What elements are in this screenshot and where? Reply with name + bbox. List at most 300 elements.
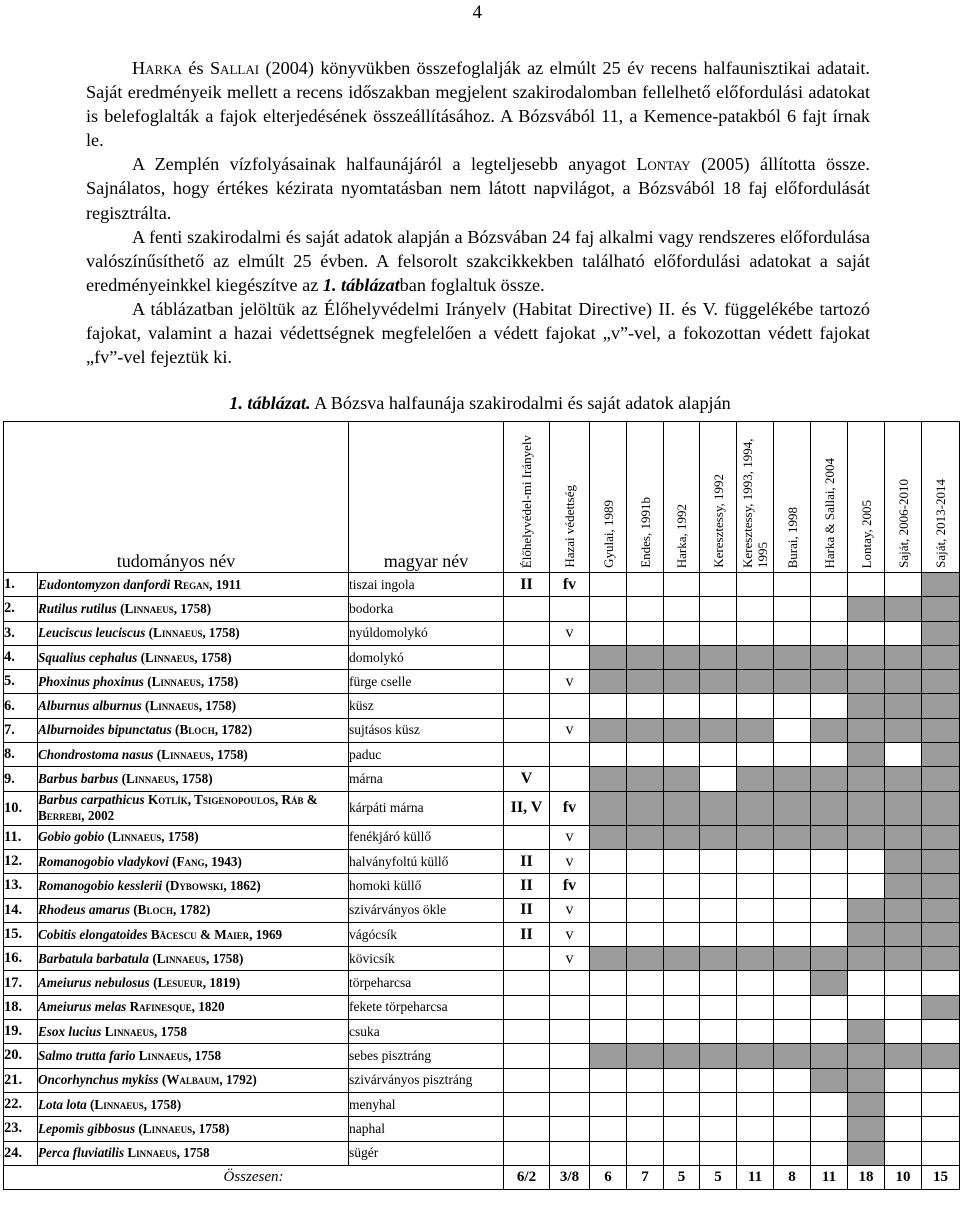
- occurrence-marked-cell: [848, 1044, 885, 1068]
- protection-value: [550, 645, 590, 669]
- occurrence-marked-cell: [627, 825, 664, 849]
- species-name: Oncorhynchus mykiss: [38, 1072, 159, 1088]
- table-row: [4, 1044, 960, 1068]
- occurrence-empty-cell: [774, 971, 811, 995]
- occurrence-empty-cell: [700, 849, 737, 873]
- paragraph-segment: (2004) könyvükben összefoglalják az elmúlt 25 év recens halfaunisztikai adatait. Saját eredményeik mellett a recens időszakban megjelent szakirodalomban fellelhető előfordulási adatokat is belefoglalták a fajok elterjedésének összeállításához. A Bózsvából 11, a Kemence-patakból 6 fajt írnak le.: [86, 58, 870, 151]
- occurrence-marked-cell: [922, 718, 960, 742]
- occurrence-empty-cell: [590, 849, 627, 873]
- row-number: 21.: [4, 1068, 38, 1092]
- protection-value: [550, 597, 590, 621]
- occurrence-empty-cell: [627, 874, 664, 898]
- protection-value: v: [550, 718, 590, 742]
- protection-value: [550, 1044, 590, 1068]
- paragraph-segment: (2005) állította össze. Sajnálatos, hogy értékes kézirata nyomtatásban nem látott napvilágot, a Bózsvából 18 faj előfordulását regisztrálta.: [86, 154, 870, 223]
- occurrence-marked-cell: [848, 767, 885, 791]
- protection-value: [550, 743, 590, 767]
- occurrence-empty-cell: [885, 621, 922, 645]
- occurrence-empty-cell: [627, 1092, 664, 1116]
- row-number: 18.: [4, 995, 38, 1019]
- occurrence-empty-cell: [664, 874, 700, 898]
- occurrence-marked-cell: [922, 995, 960, 1019]
- species-name: Romanogobio vladykovi: [38, 853, 169, 869]
- occurrence-empty-cell: [885, 1020, 922, 1044]
- habitat-directive-value: II: [504, 922, 550, 946]
- occurrence-marked-cell: [590, 718, 627, 742]
- occurrence-marked-cell: [848, 694, 885, 718]
- occurrence-marked-cell: [774, 825, 811, 849]
- species-author: (Linnaeus, 1758): [121, 771, 213, 787]
- table-row: [4, 849, 960, 873]
- occurrence-marked-cell: [627, 791, 664, 825]
- habitat-directive-value: [504, 694, 550, 718]
- total-value: 7: [627, 1165, 664, 1189]
- occurrence-empty-cell: [700, 971, 737, 995]
- occurrence-marked-cell: [885, 670, 922, 694]
- occurrence-marked-cell: [700, 1044, 737, 1068]
- occurrence-marked-cell: [737, 670, 774, 694]
- row-number: 23.: [4, 1117, 38, 1141]
- occurrence-empty-cell: [627, 922, 664, 946]
- hungarian-name: bodorka: [349, 597, 504, 621]
- occurrence-empty-cell: [590, 694, 627, 718]
- occurrence-empty-cell: [664, 1068, 700, 1092]
- occurrence-empty-cell: [700, 1020, 737, 1044]
- hungarian-name: sebes pisztráng: [349, 1044, 504, 1068]
- occurrence-empty-cell: [774, 1068, 811, 1092]
- species-author: (Linnaeus, 1758): [148, 625, 240, 641]
- occurrence-empty-cell: [774, 1117, 811, 1141]
- occurrence-marked-cell: [885, 825, 922, 849]
- occurrence-empty-cell: [811, 1117, 848, 1141]
- occurrence-empty-cell: [848, 874, 885, 898]
- scientific-name: [38, 947, 349, 971]
- page-number: 4: [472, 2, 482, 23]
- occurrence-marked-cell: [922, 670, 960, 694]
- species-name: Rhodeus amarus: [38, 902, 130, 918]
- row-number: 14.: [4, 898, 38, 922]
- occurrence-empty-cell: [700, 743, 737, 767]
- occurrence-empty-cell: [811, 995, 848, 1019]
- table-row: [4, 573, 960, 597]
- occurrence-empty-cell: [627, 621, 664, 645]
- occurrence-marked-cell: [664, 670, 700, 694]
- occurrence-empty-cell: [664, 1141, 700, 1165]
- occurrence-marked-cell: [774, 791, 811, 825]
- header-source: Saját, 2006-2010: [885, 422, 922, 573]
- habitat-directive-value: II: [504, 898, 550, 922]
- occurrence-empty-cell: [700, 874, 737, 898]
- occurrence-empty-cell: [664, 995, 700, 1019]
- occurrence-empty-cell: [885, 995, 922, 1019]
- scientific-name: [38, 922, 349, 946]
- species-author: Linnaeus, 1758: [104, 1023, 187, 1039]
- habitat-directive-value: V: [504, 767, 550, 791]
- habitat-directive-value: II: [504, 573, 550, 597]
- habitat-directive-value: [504, 1117, 550, 1141]
- species-author: (Linnaeus, 1758): [90, 1096, 182, 1112]
- occurrence-marked-cell: [885, 767, 922, 791]
- header-source: Gyulai, 1989: [590, 422, 627, 573]
- occurrence-marked-cell: [848, 645, 885, 669]
- occurrence-empty-cell: [664, 849, 700, 873]
- occurrence-empty-cell: [737, 597, 774, 621]
- occurrence-marked-cell: [590, 947, 627, 971]
- species-name: Barbatula barbatula: [38, 950, 150, 966]
- protection-value: v: [550, 947, 590, 971]
- occurrence-marked-cell: [590, 645, 627, 669]
- paragraph: [86, 225, 870, 297]
- total-value: 3/8: [550, 1165, 590, 1189]
- occurrence-marked-cell: [885, 947, 922, 971]
- occurrence-empty-cell: [664, 922, 700, 946]
- fish-fauna-table: [3, 421, 960, 1190]
- scientific-name: [38, 1020, 349, 1044]
- protection-value: [550, 1092, 590, 1116]
- occurrence-marked-cell: [811, 947, 848, 971]
- table-row: [4, 922, 960, 946]
- table-row: [4, 670, 960, 694]
- species-name: Gobio gobio: [38, 829, 105, 845]
- species-author: (Linnaeus, 1758): [145, 698, 237, 714]
- occurrence-empty-cell: [922, 1068, 960, 1092]
- occurrence-empty-cell: [627, 971, 664, 995]
- occurrence-marked-cell: [811, 1068, 848, 1092]
- occurrence-empty-cell: [737, 1092, 774, 1116]
- species-author: (Linnaeus, 1758): [107, 829, 199, 845]
- occurrence-marked-cell: [848, 898, 885, 922]
- occurrence-empty-cell: [664, 971, 700, 995]
- paragraph-segment: és: [181, 58, 210, 78]
- occurrence-marked-cell: [848, 1117, 885, 1141]
- scientific-name: [38, 849, 349, 873]
- occurrence-empty-cell: [811, 1092, 848, 1116]
- occurrence-empty-cell: [774, 694, 811, 718]
- occurrence-marked-cell: [664, 947, 700, 971]
- occurrence-marked-cell: [922, 947, 960, 971]
- scientific-name: [38, 1092, 349, 1116]
- occurrence-marked-cell: [848, 825, 885, 849]
- occurrence-empty-cell: [774, 573, 811, 597]
- species-author: (Bloch, 1782): [133, 902, 211, 918]
- table-row: [4, 995, 960, 1019]
- protection-value: fv: [550, 573, 590, 597]
- occurrence-marked-cell: [700, 645, 737, 669]
- species-name: Squalius cephalus: [38, 649, 138, 665]
- occurrence-marked-cell: [774, 947, 811, 971]
- species-name: Barbus barbus: [38, 771, 119, 787]
- habitat-directive-value: [504, 743, 550, 767]
- hungarian-name: halványfoltú küllő: [349, 849, 504, 873]
- occurrence-marked-cell: [811, 767, 848, 791]
- occurrence-marked-cell: [627, 767, 664, 791]
- hungarian-name: domolykó: [349, 645, 504, 669]
- hungarian-name: menyhal: [349, 1092, 504, 1116]
- row-number: 3.: [4, 621, 38, 645]
- total-value: 5: [664, 1165, 700, 1189]
- species-name: Eudontomyzon danfordi: [38, 576, 171, 592]
- species-author: Regan, 1911: [173, 576, 242, 592]
- occurrence-empty-cell: [885, 1117, 922, 1141]
- occurrence-marked-cell: [922, 743, 960, 767]
- occurrence-empty-cell: [664, 1092, 700, 1116]
- occurrence-marked-cell: [885, 645, 922, 669]
- table-row: [4, 718, 960, 742]
- total-value: 11: [811, 1165, 848, 1189]
- occurrence-empty-cell: [590, 597, 627, 621]
- occurrence-marked-cell: [848, 670, 885, 694]
- occurrence-marked-cell: [700, 718, 737, 742]
- occurrence-marked-cell: [848, 1068, 885, 1092]
- hungarian-name: nyúldomolykó: [349, 621, 504, 645]
- row-number: 12.: [4, 849, 38, 873]
- occurrence-marked-cell: [885, 922, 922, 946]
- hungarian-name: tiszai ingola: [349, 573, 504, 597]
- habitat-directive-value: [504, 597, 550, 621]
- species-author: (Linnaeus, 1758): [147, 673, 239, 689]
- hungarian-name: szivárványos pisztráng: [349, 1068, 504, 1092]
- table-row: [4, 947, 960, 971]
- occurrence-marked-cell: [590, 670, 627, 694]
- row-number: 15.: [4, 922, 38, 946]
- species-name: Lepomis gibbosus: [38, 1120, 136, 1136]
- total-value: 5: [700, 1165, 737, 1189]
- occurrence-empty-cell: [590, 1141, 627, 1165]
- hungarian-name: paduc: [349, 743, 504, 767]
- total-value: 15: [922, 1165, 960, 1189]
- occurrence-marked-cell: [664, 791, 700, 825]
- total-value: 8: [774, 1165, 811, 1189]
- protection-value: [550, 1141, 590, 1165]
- total-value: 6: [590, 1165, 627, 1189]
- scientific-name: [38, 825, 349, 849]
- occurrence-empty-cell: [664, 1117, 700, 1141]
- occurrence-empty-cell: [590, 874, 627, 898]
- habitat-directive-value: [504, 1068, 550, 1092]
- occurrence-empty-cell: [811, 849, 848, 873]
- occurrence-marked-cell: [885, 718, 922, 742]
- occurrence-empty-cell: [590, 995, 627, 1019]
- occurrence-empty-cell: [922, 1020, 960, 1044]
- occurrence-marked-cell: [922, 791, 960, 825]
- occurrence-empty-cell: [627, 573, 664, 597]
- species-name: Alburnus alburnus: [38, 698, 142, 714]
- occurrence-empty-cell: [737, 971, 774, 995]
- species-author: (Bloch, 1782): [175, 722, 253, 738]
- table-row: [4, 1117, 960, 1141]
- occurrence-empty-cell: [590, 573, 627, 597]
- occurrence-marked-cell: [774, 645, 811, 669]
- occurrence-empty-cell: [737, 849, 774, 873]
- header-source: Endes, 1991b: [627, 422, 664, 573]
- occurrence-marked-cell: [848, 1092, 885, 1116]
- species-author: Rafinesque, 1820: [129, 999, 225, 1015]
- occurrence-empty-cell: [737, 995, 774, 1019]
- occurrence-marked-cell: [590, 791, 627, 825]
- occurrence-empty-cell: [885, 743, 922, 767]
- occurrence-empty-cell: [774, 1020, 811, 1044]
- total-value: 6/2: [504, 1165, 550, 1189]
- total-value: 10: [885, 1165, 922, 1189]
- protection-value: v: [550, 621, 590, 645]
- table-row: [4, 971, 960, 995]
- occurrence-empty-cell: [737, 898, 774, 922]
- occurrence-empty-cell: [774, 718, 811, 742]
- habitat-directive-value: II: [504, 849, 550, 873]
- habitat-directive-value: [504, 670, 550, 694]
- occurrence-empty-cell: [700, 898, 737, 922]
- scientific-name: [38, 767, 349, 791]
- occurrence-empty-cell: [922, 1092, 960, 1116]
- totals-label: Összesen:: [4, 1165, 504, 1189]
- occurrence-empty-cell: [737, 573, 774, 597]
- occurrence-empty-cell: [664, 694, 700, 718]
- occurrence-marked-cell: [848, 791, 885, 825]
- occurrence-empty-cell: [590, 922, 627, 946]
- occurrence-marked-cell: [590, 767, 627, 791]
- habitat-directive-value: II: [504, 874, 550, 898]
- header-source: Burai, 1998: [774, 422, 811, 573]
- hungarian-name: fekete törpeharcsa: [349, 995, 504, 1019]
- occurrence-marked-cell: [848, 597, 885, 621]
- occurrence-marked-cell: [774, 1044, 811, 1068]
- occurrence-empty-cell: [811, 874, 848, 898]
- scientific-name: [38, 1117, 349, 1141]
- scientific-name: [38, 995, 349, 1019]
- row-number: 7.: [4, 718, 38, 742]
- species-name: Chondrostoma nasus: [38, 746, 154, 762]
- scientific-name: [38, 718, 349, 742]
- species-author: Linnaeus, 1758: [127, 1145, 210, 1161]
- table-row: [4, 743, 960, 767]
- header-habitat-directive: Élőhelyvédel-mi Irányelv: [504, 422, 550, 573]
- species-name: Alburnoides bipunctatus: [38, 722, 172, 738]
- scientific-name: [38, 971, 349, 995]
- habitat-directive-value: II, V: [504, 791, 550, 825]
- scientific-name: [38, 1044, 349, 1068]
- protection-value: [550, 995, 590, 1019]
- occurrence-marked-cell: [627, 947, 664, 971]
- occurrence-marked-cell: [737, 645, 774, 669]
- occurrence-empty-cell: [590, 1068, 627, 1092]
- occurrence-marked-cell: [627, 1044, 664, 1068]
- occurrence-marked-cell: [700, 791, 737, 825]
- protection-value: [550, 971, 590, 995]
- header-source: Saját, 2013-2014: [922, 422, 960, 573]
- habitat-directive-value: [504, 621, 550, 645]
- occurrence-empty-cell: [737, 743, 774, 767]
- row-number: 24.: [4, 1141, 38, 1165]
- occurrence-empty-cell: [811, 1141, 848, 1165]
- occurrence-empty-cell: [922, 1141, 960, 1165]
- row-number: 13.: [4, 874, 38, 898]
- occurrence-empty-cell: [664, 898, 700, 922]
- occurrence-empty-cell: [590, 1020, 627, 1044]
- occurrence-empty-cell: [700, 621, 737, 645]
- occurrence-empty-cell: [627, 597, 664, 621]
- scientific-name: [38, 1068, 349, 1092]
- occurrence-empty-cell: [811, 597, 848, 621]
- occurrence-empty-cell: [737, 922, 774, 946]
- paragraph-segment: Sallai: [209, 58, 260, 78]
- occurrence-empty-cell: [885, 971, 922, 995]
- row-number: 5.: [4, 670, 38, 694]
- occurrence-empty-cell: [590, 971, 627, 995]
- occurrence-empty-cell: [811, 621, 848, 645]
- species-author: (Linnaeus, 1758): [138, 1120, 230, 1136]
- table-row: [4, 645, 960, 669]
- scientific-name: [38, 791, 349, 825]
- occurrence-empty-cell: [885, 1068, 922, 1092]
- occurrence-marked-cell: [922, 849, 960, 873]
- occurrence-empty-cell: [590, 743, 627, 767]
- occurrence-empty-cell: [774, 898, 811, 922]
- habitat-directive-value: [504, 971, 550, 995]
- total-value: 18: [848, 1165, 885, 1189]
- row-number: 16.: [4, 947, 38, 971]
- habitat-directive-value: [504, 995, 550, 1019]
- occurrence-marked-cell: [922, 645, 960, 669]
- occurrence-empty-cell: [700, 1068, 737, 1092]
- occurrence-empty-cell: [590, 1117, 627, 1141]
- occurrence-marked-cell: [737, 947, 774, 971]
- occurrence-empty-cell: [627, 1068, 664, 1092]
- occurrence-empty-cell: [774, 1092, 811, 1116]
- occurrence-empty-cell: [774, 621, 811, 645]
- species-author: (Walbaum, 1792): [161, 1072, 257, 1088]
- paragraph-segment: A Zemplén vízfolyásainak halfaunájáról a legteljesebb anyagot: [132, 154, 637, 175]
- scientific-name: [38, 670, 349, 694]
- occurrence-empty-cell: [848, 971, 885, 995]
- header-source: Harka, 1992: [664, 422, 700, 573]
- occurrence-empty-cell: [700, 597, 737, 621]
- occurrence-marked-cell: [590, 825, 627, 849]
- occurrence-marked-cell: [664, 718, 700, 742]
- occurrence-marked-cell: [590, 1044, 627, 1068]
- intro-text: [86, 56, 870, 369]
- row-number: 1.: [4, 573, 38, 597]
- occurrence-marked-cell: [885, 791, 922, 825]
- occurrence-marked-cell: [922, 922, 960, 946]
- protection-value: v: [550, 922, 590, 946]
- row-number: 4.: [4, 645, 38, 669]
- hungarian-name: fürge cselle: [349, 670, 504, 694]
- habitat-directive-value: [504, 1092, 550, 1116]
- table-row: [4, 898, 960, 922]
- occurrence-empty-cell: [627, 849, 664, 873]
- hungarian-name: márna: [349, 767, 504, 791]
- species-name: Barbus carpathicus: [38, 792, 145, 808]
- habitat-directive-value: [504, 947, 550, 971]
- species-name: Ameiurus melas: [38, 999, 127, 1015]
- protection-value: [550, 1117, 590, 1141]
- occurrence-empty-cell: [737, 621, 774, 645]
- species-name: Perca fluviatilis: [38, 1145, 125, 1161]
- occurrence-marked-cell: [885, 694, 922, 718]
- species-author: (Linnaeus, 1758): [156, 746, 248, 762]
- occurrence-marked-cell: [737, 825, 774, 849]
- occurrence-empty-cell: [811, 922, 848, 946]
- occurrence-empty-cell: [627, 898, 664, 922]
- species-author: (Dybowski, 1862): [165, 877, 261, 893]
- species-author: (Linnaeus, 1758): [140, 649, 232, 665]
- species-author: (Linnaeus, 1758): [152, 950, 244, 966]
- row-number: 22.: [4, 1092, 38, 1116]
- row-number: 8.: [4, 743, 38, 767]
- occurrence-marked-cell: [922, 898, 960, 922]
- row-number: 10.: [4, 791, 38, 825]
- occurrence-empty-cell: [737, 694, 774, 718]
